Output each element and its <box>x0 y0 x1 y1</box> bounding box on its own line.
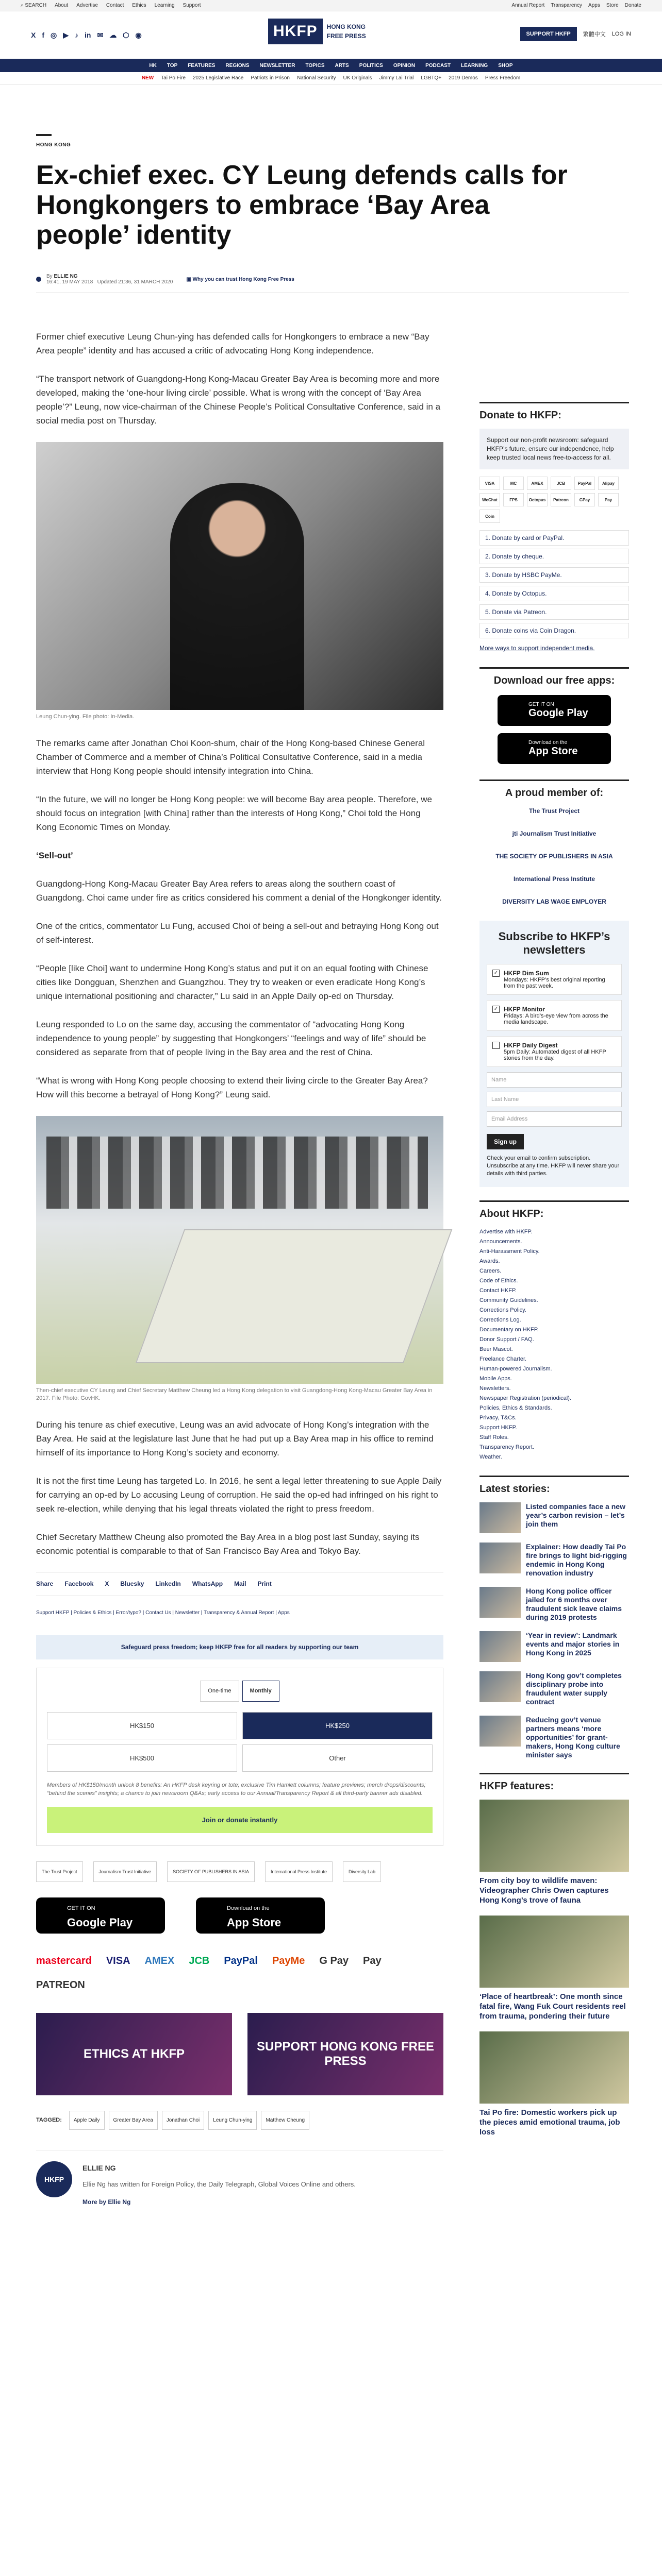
about-link[interactable]: Privacy, T&Cs. <box>479 1415 517 1421</box>
author-box-name[interactable]: ELLIE NG <box>82 2164 116 2172</box>
trending-link[interactable]: LGBTQ+ <box>421 75 442 81</box>
member-logo[interactable]: THE SOCIETY OF PUBLISHERS IN ASIA <box>495 853 613 860</box>
bluesky-icon[interactable]: ☁ <box>109 30 117 39</box>
logo-line-2: FREE PRESS <box>326 32 366 40</box>
join-donate-button[interactable]: Join or donate instantly <box>47 1807 433 1833</box>
latest-story[interactable] <box>479 1716 629 1759</box>
tab-one-time[interactable]: One-time <box>200 1681 239 1702</box>
story-thumbnail <box>479 1502 521 1533</box>
nl-title: HKFP Monitor <box>504 1006 545 1013</box>
amount-other[interactable]: Other <box>242 1744 433 1772</box>
paragraph: “What is wrong with Hong Kong people choosing to extend their living circle to the Greater Bay Area? How will this become a betrayal of Hong Kong?” Leung said. <box>36 1076 428 1099</box>
share-x[interactable]: X <box>105 1580 109 1587</box>
about-link[interactable]: Transparency Report. <box>479 1444 534 1450</box>
app-store-button[interactable] <box>196 1897 325 1934</box>
paragraph: During his tenure as chief executive, Leung was an avid advocate of Hong Kong’s integration with the Bay Area. He said at the legislature last June that he had put up a Bay Area map in his office to remind himself of its importance to Hong Kong’s society and economy. <box>36 1420 434 1458</box>
top-link-contact[interactable]: Contact <box>106 3 124 8</box>
trending-link[interactable]: 2025 Legislative Race <box>192 75 244 81</box>
paragraph: Former chief executive Leung Chun-ying has defended calls for Hongkongers to embrace a new “Bay Area people” identity and has accused a critic of advocating Hong Kong independence. <box>36 332 429 355</box>
latest-story[interactable] <box>479 1502 629 1533</box>
subheading: ‘Sell-out’ <box>36 851 73 860</box>
share-linkedin[interactable]: LinkedIn <box>155 1580 181 1587</box>
donate-option[interactable]: 3. Donate by HSBC PayMe. <box>479 567 629 583</box>
top-link-apps[interactable]: Apps <box>588 3 600 8</box>
amex-icon: AMEX <box>144 1955 175 1967</box>
membership-note: Members of HK$150/month unlock 8 benefits: An HKFP desk keyring or tote; exclusive Tim Hamlett columns; feature previews; merch drops/discounts; “behind the scenes” insights; a chance to join newsroom Q&As; early access to our Annual/Transparency Report & all third-party banner ads disabled. <box>47 1782 426 1797</box>
about-link[interactable]: Human-powered Journalism. <box>479 1366 552 1372</box>
about-heading: About HKFP: <box>479 1200 629 1220</box>
feature-title[interactable]: Tai Po fire: Domestic workers pick up the pieces amid emotional trauma, job loss <box>479 2108 620 2137</box>
trust-label: Why you can trust Hong Kong Free Press <box>192 276 294 282</box>
paypal-icon: PayPal <box>224 1955 258 1967</box>
trust-project-badge[interactable]: The Trust Project <box>36 1861 83 1882</box>
latest-story[interactable] <box>479 1543 629 1578</box>
author-avatar <box>36 277 41 282</box>
paragraph: Leung responded to Lo on the same day, accusing the commentator of “advocating Hong Kong independence to young people” by suggesting that Hongkongers’ “feelings and way of life” should be considered as separate from that of people living in the Bay area and the rest of China. <box>36 1020 426 1057</box>
tag[interactable]: Jonathan Choi <box>162 2111 205 2130</box>
site-header <box>0 11 662 59</box>
gp-big: Google Play <box>528 707 588 719</box>
paragraph: “People [like Choi] want to undermine Hong Kong’s status and put it on an equal footing with Chinese cities like Dongguan, Shenzhen and Guangzhou. They try to weaken or even eradicate Hong Kong’s unique international positioning and character,” Lu said in an Apple Daily op-ed on Thursday. <box>36 963 428 1001</box>
support-hkfp-button[interactable]: SUPPORT HKFP <box>520 27 577 41</box>
about-link[interactable]: Donor Support / FAQ. <box>479 1336 534 1343</box>
member-logo[interactable]: The Trust Project <box>528 807 580 815</box>
photo-caption: Then-chief executive CY Leung and Chief Secretary Matthew Cheung led a Hong Kong delegation to visit Guangdong-Hong Kong-Macau Greater Bay Area in 2017. File Photo: GovHK. <box>36 1387 433 1401</box>
latest-story[interactable] <box>479 1631 629 1662</box>
sidebar <box>479 402 629 2147</box>
search-link[interactable]: ⌕ SEARCH <box>21 3 47 8</box>
donate-option[interactable]: 2. Donate by cheque. <box>479 549 629 564</box>
youtube-icon[interactable]: ▶ <box>63 30 69 39</box>
newsletter-option[interactable] <box>487 964 622 995</box>
article-body <box>36 330 443 2209</box>
tagged-label: TAGGED: <box>36 2117 62 2123</box>
google-play-button[interactable] <box>36 1897 165 1934</box>
app-store-buttons <box>36 1897 443 1934</box>
first-name-field[interactable]: Name <box>487 1072 622 1088</box>
paragraph: Chief Secretary Matthew Cheung also promoted the Bay Area in a blog post last Sunday, saying its economic potential is comparable to that of San Francisco Bay Area and Tokyo Bay. <box>36 1532 420 1556</box>
author-box-avatar: HKFP <box>36 2161 72 2197</box>
newsletter-option[interactable] <box>487 1036 622 1067</box>
share-whatsapp[interactable]: WhatsApp <box>192 1580 223 1587</box>
linkedin-icon[interactable]: in <box>85 30 91 39</box>
latest-story[interactable] <box>479 1671 629 1706</box>
member-logo[interactable]: jti Journalism Trust Initiative <box>512 830 597 837</box>
amount-250[interactable]: HK$250 <box>242 1712 433 1739</box>
publish-date: 16:41, 19 MAY 2018 <box>46 279 93 285</box>
pay-logo: PayPal <box>574 477 595 490</box>
author-bio: Ellie Ng has written for Foreign Policy, the Daily Telegraph, Global Voices Online and others. <box>82 2180 356 2188</box>
latest-heading: Latest stories: <box>479 1476 629 1495</box>
donate-text: Support our non-profit newsroom: safeguard HKFP’s future, ensure our independence, help keep trusted local news free-to-access for all. <box>479 429 629 469</box>
pay-logo: AMEX <box>527 477 548 490</box>
paragraph: Guangdong-Hong Kong-Macau Greater Bay Area refers to areas along the southern coast of Guangdong. Choi came under fire as critics considered his comment a denial of the Hongkonger identity. <box>36 879 442 903</box>
article-title: Ex-chief exec. CY Leung defends calls for Hongkongers to embrace ‘Bay Area people’ identity <box>36 160 568 250</box>
pay-logo: JCB <box>551 477 571 490</box>
about-link[interactable]: Advertise with HKFP. <box>479 1229 533 1235</box>
trending-link[interactable]: Tai Po Fire <box>161 75 186 81</box>
member-badges <box>36 1861 443 1882</box>
story-title[interactable]: Reducing gov’t venue partners means ‘more opportunities’ for grant-makers, Hong Kong culture minister says <box>526 1716 620 1759</box>
photo-caption: Leung Chun-ying. File photo: In-Media. <box>36 714 135 720</box>
ipi-badge[interactable]: International Press Institute <box>265 1861 333 1882</box>
pay-logo: Coin <box>479 510 500 523</box>
feature-story[interactable] <box>479 1800 629 1905</box>
footer-links[interactable]: Support HKFP | Policies & Ethics | Error/typo? | Contact Us | Newsletter | Transparency & Annual Report | Apps <box>36 1610 290 1616</box>
paragraph: The remarks came after Jonathan Choi Koon-shum, chair of the Hong Kong-based Chinese General Chamber of Commerce and a member of China’s Political Consultative Conference, said in a media interview that Hong Kong people should intensify integration into China. <box>36 738 425 776</box>
member-logos <box>479 807 629 905</box>
trending-link[interactable]: 2019 Demos <box>449 75 478 81</box>
donate-option[interactable]: 5. Donate via Patreon. <box>479 604 629 620</box>
nl-title: HKFP Dim Sum <box>504 970 549 977</box>
top-utility-bar <box>0 0 662 11</box>
as-big: App Store <box>227 1916 282 1929</box>
diversity-lab-badge[interactable]: Diversity Lab <box>343 1861 381 1882</box>
nl-title: HKFP Daily Digest <box>504 1042 558 1049</box>
pay-logo: WeChat <box>479 493 500 506</box>
share-facebook[interactable]: Facebook <box>64 1580 94 1587</box>
pay-logo: GPay <box>574 493 595 506</box>
story-title[interactable]: Hong Kong gov’t completes disciplinary probe into fraudulent water supply contract <box>526 1671 622 1706</box>
sidebar-app-store[interactable] <box>498 733 611 764</box>
newsletter-option[interactable] <box>487 1000 622 1031</box>
nav-learning[interactable]: LEARNING <box>460 62 488 69</box>
checkbox-icon[interactable]: ✓ <box>492 970 500 977</box>
gp-small: GET IT ON <box>67 1905 95 1911</box>
about-link[interactable]: Newsletters. <box>479 1385 511 1392</box>
feature-story[interactable] <box>479 2031 629 2137</box>
amount-150[interactable]: HK$150 <box>47 1712 237 1739</box>
byline <box>36 274 629 293</box>
leung-photo <box>36 442 443 710</box>
amount-500[interactable]: HK$500 <box>47 1744 237 1772</box>
about-link[interactable]: Anti-Harassment Policy. <box>479 1248 540 1255</box>
trending-bar <box>0 72 662 84</box>
donate-heading: Donate to HKFP: <box>479 402 629 421</box>
gpay-icon: G Pay <box>319 1955 349 1967</box>
feature-image <box>479 1916 629 1988</box>
patreon-icon: PATREON <box>36 1979 85 1991</box>
paragraph: It is not the first time Leung has targeted Lo. In 2016, he sent a legal letter threatening to sue Apple Daily for carrying an op-ed by Lo accusing Leung of corruption. He said the op-ed had infringed on his right to seek re-election, while denying that his legal threats violated the right to press freedom. <box>36 1476 442 1514</box>
about-link[interactable]: Mobile Apps. <box>479 1376 512 1382</box>
author-box <box>36 2150 443 2209</box>
nl-desc: Mondays: HKFP’s best original reporting from the past week. <box>504 977 605 989</box>
tab-monthly[interactable]: Monthly <box>242 1681 279 1702</box>
features-heading: HKFP features: <box>479 1773 629 1792</box>
delegation-photo <box>36 1116 443 1384</box>
pay-logo: FPS <box>503 493 524 506</box>
safeguard-banner[interactable]: Safeguard press freedom; keep HKFP free for all readers by supporting our team <box>36 1635 443 1659</box>
tag[interactable]: Matthew Cheung <box>261 2111 309 2130</box>
nav-topics[interactable]: TOPICS <box>305 62 325 69</box>
about-link[interactable]: Newspaper Registration (periodical). <box>479 1395 571 1401</box>
instagram-icon[interactable]: ◎ <box>51 30 57 39</box>
about-link[interactable]: Announcements. <box>479 1239 522 1245</box>
top-link-annual-report[interactable]: Annual Report <box>511 3 545 8</box>
updated-date: Updated 21:36, 31 MARCH 2020 <box>97 279 173 285</box>
about-link[interactable]: Awards. <box>479 1258 500 1264</box>
share-print[interactable]: Print <box>257 1580 272 1587</box>
top-link-donate[interactable]: Donate <box>624 3 641 8</box>
nav-features[interactable]: FEATURES <box>188 62 216 69</box>
trust-link[interactable]: ▣ Why you can trust Hong Kong Free Press <box>186 276 294 282</box>
as-big: App Store <box>528 745 578 757</box>
checkbox-icon[interactable]: ✓ <box>492 1006 500 1013</box>
about-link[interactable]: Documentary on HKFP. <box>479 1327 539 1333</box>
member-logo[interactable]: International Press Institute <box>513 875 595 883</box>
trending-link[interactable]: Press Freedom <box>485 75 521 81</box>
paragraph: One of the critics, commentator Lu Fung, accused Choi of being a sell-out and betraying Hong Kong out of self-interest. <box>36 921 439 945</box>
newsletter-box <box>479 921 629 1187</box>
article-kicker[interactable]: HONG KONG <box>36 142 71 148</box>
main-nav <box>0 59 662 72</box>
signup-button[interactable]: Sign up <box>487 1134 524 1149</box>
more-by-author[interactable]: More by Ellie Ng <box>82 2198 131 2206</box>
about-link[interactable]: Staff Roles. <box>479 1434 509 1440</box>
support-promo[interactable]: SUPPORT HONG KONG FREE PRESS <box>247 2013 443 2095</box>
feature-image <box>479 1800 629 1872</box>
last-name-field[interactable]: Last Name <box>487 1092 622 1107</box>
donate-option[interactable]: 1. Donate by card or PayPal. <box>479 530 629 546</box>
member-logo[interactable]: DIVERSITY LAB WAGE EMPLOYER <box>502 898 606 905</box>
visa-icon: VISA <box>106 1955 130 1967</box>
mastodon-icon[interactable]: ⬡ <box>123 30 129 39</box>
trending-link[interactable]: Jimmy Lai Trial <box>379 75 414 81</box>
email-field[interactable]: Email Address <box>487 1111 622 1127</box>
feature-title[interactable]: From city boy to wildlife maven: Videographer Chris Owen captures Hong Kong’s trove of fauna <box>479 1876 609 1905</box>
nav-top[interactable]: TOP <box>167 62 178 69</box>
story-thumbnail <box>479 1671 521 1702</box>
jcb-icon: JCB <box>189 1955 210 1967</box>
story-thumbnail <box>479 1587 521 1618</box>
story-thumbnail <box>479 1631 521 1662</box>
payment-logos <box>36 1954 443 1992</box>
member-heading: A proud member of: <box>479 779 629 799</box>
article-header <box>36 134 629 293</box>
pay-logo: Octopus <box>527 493 548 506</box>
author-link[interactable]: ELLIE NG <box>54 274 78 279</box>
top-link-about[interactable]: About <box>55 3 69 8</box>
newsletter-heading: Subscribe to HKFP’s newsletters <box>498 930 610 956</box>
about-link[interactable]: Support HKFP. <box>479 1425 517 1431</box>
nav-opinion[interactable]: OPINION <box>393 62 416 69</box>
donate-option[interactable]: 6. Donate coins via Coin Dragon. <box>479 623 629 638</box>
x-icon[interactable]: X <box>31 30 36 39</box>
feature-title[interactable]: ‘Place of heartbreak’: One month since fatal fire, Wang Fuk Court residents reel from trauma, pondering their future <box>479 1992 626 2021</box>
by-label: By <box>46 274 53 279</box>
trending-link[interactable]: National Security <box>296 75 336 81</box>
share-label: Share <box>36 1580 54 1587</box>
paragraph: “The transport network of Guangdong-Hong Kong-Macau Greater Bay Area is becoming more and more developed, making the ‘one-hour living circle’ possible. What is wrong with the concept of ‘Bay Area people’?” Leung, now vice-chairman of the Chinese People’s Political Consultative Conference, said in a social media post on Thursday. <box>36 374 441 426</box>
top-link-store[interactable]: Store <box>606 3 619 8</box>
story-thumbnail <box>479 1716 521 1747</box>
about-link[interactable]: Beer Mascot. <box>479 1346 513 1352</box>
nav-regions[interactable]: REGIONS <box>225 62 250 69</box>
as-small: Download on the <box>227 1905 270 1911</box>
top-link-support[interactable]: Support <box>183 3 201 8</box>
tag[interactable]: Leung Chun-ying <box>208 2111 257 2130</box>
pay-logo: Alipay <box>598 477 619 490</box>
gp-small: GET IT ON <box>528 702 554 707</box>
about-link[interactable]: Corrections Log. <box>479 1317 521 1323</box>
share-bluesky[interactable]: Bluesky <box>120 1580 144 1587</box>
payme-icon: PayMe <box>272 1955 305 1967</box>
ethics-promo[interactable]: ETHICS AT HKFP <box>36 2013 232 2095</box>
about-link[interactable]: Corrections Policy. <box>479 1307 526 1313</box>
about-link[interactable]: Community Guidelines. <box>479 1297 538 1303</box>
pay-logo: Pay <box>598 493 619 506</box>
about-link[interactable]: Policies, Ethics & Standards. <box>479 1405 552 1411</box>
apps-heading: Download our free apps: <box>479 667 629 687</box>
new-label: NEW <box>141 75 154 81</box>
nl-desc: 5pm Daily: Automated digest of all HKFP stories from the day. <box>504 1049 606 1061</box>
nl-desc: Fridays: A bird’s-eye view from across the media landscape. <box>504 1013 608 1025</box>
as-small: Download on the <box>528 740 568 745</box>
search-label: SEARCH <box>25 3 47 8</box>
top-link-ethics[interactable]: Ethics <box>132 3 146 8</box>
newsletter-note: Check your email to confirm subscription. Unsubscribe at any time. HKFP will never share your details with third parties. <box>487 1155 620 1177</box>
sopa-badge[interactable]: SOCIETY OF PUBLISHERS IN ASIA <box>167 1861 255 1882</box>
trending-link[interactable]: Patriots in Prison <box>251 75 290 81</box>
tiktok-icon[interactable]: ♪ <box>75 30 79 39</box>
nav-podcast[interactable]: PODCAST <box>425 62 451 69</box>
promo-banners <box>36 2013 443 2095</box>
tag[interactable]: Apple Daily <box>69 2111 105 2130</box>
mastercard-icon: mastercard <box>36 1955 92 1967</box>
feature-image <box>479 2031 629 2104</box>
story-thumbnail <box>479 1543 521 1573</box>
top-link-advertise[interactable]: Advertise <box>76 3 98 8</box>
story-title[interactable]: ‘Year in review’: Landmark events and major stories in Hong Kong in 2025 <box>526 1631 620 1657</box>
sidebar-google-play[interactable] <box>498 695 611 726</box>
about-link[interactable]: Freelance Charter. <box>479 1356 527 1362</box>
more-ways-link[interactable]: More ways to support independent media. <box>479 645 595 652</box>
donate-option[interactable]: 4. Donate by Octopus. <box>479 586 629 601</box>
applepay-icon: Pay <box>363 1955 382 1967</box>
logo-line-1: HONG KONG <box>326 23 366 30</box>
logo-mark: HKFP <box>268 19 323 44</box>
pay-logo: VISA <box>479 477 500 490</box>
share-bar <box>36 1572 443 1596</box>
story-title[interactable]: Listed companies face a new year’s carbon revision – let’s join them <box>526 1502 625 1528</box>
language-switch[interactable]: 繁體中文 <box>583 31 606 38</box>
login-link[interactable]: LOG IN <box>611 31 631 37</box>
donation-widget <box>36 1668 443 1846</box>
top-link-learning[interactable]: Learning <box>154 3 175 8</box>
story-title[interactable]: Hong Kong police officer jailed for 6 months over fraudulent sick leave claims during 2019 protests <box>526 1587 622 1621</box>
latest-story[interactable] <box>479 1587 629 1622</box>
trending-link[interactable]: UK Originals <box>343 75 372 81</box>
threads-icon[interactable]: ◉ <box>135 30 142 39</box>
about-link[interactable]: Contact HKFP. <box>479 1287 517 1294</box>
nav-newsletter[interactable]: NEWSLETTER <box>259 62 295 69</box>
top-link-transparency[interactable]: Transparency <box>551 3 583 8</box>
pay-logo: MC <box>503 477 524 490</box>
facebook-icon[interactable]: f <box>42 30 45 39</box>
checkbox-icon[interactable] <box>492 1042 500 1049</box>
jti-badge[interactable]: Journalism Trust Initiative <box>93 1861 157 1882</box>
site-logo[interactable] <box>268 19 366 44</box>
feature-story[interactable] <box>479 1916 629 2021</box>
nav-hk[interactable]: HK <box>149 62 157 69</box>
about-link[interactable]: Weather. <box>479 1454 502 1460</box>
about-link[interactable]: Code of Ethics. <box>479 1278 518 1284</box>
sidebar-payment-logos <box>479 477 629 523</box>
share-mail[interactable]: Mail <box>234 1580 246 1587</box>
story-title[interactable]: Explainer: How deadly Tai Po fire brings to light bid-rigging endemic in Hong Kong renovation industry <box>526 1543 627 1577</box>
tag[interactable]: Greater Bay Area <box>109 2111 158 2130</box>
about-link[interactable]: Careers. <box>479 1268 502 1274</box>
telegram-icon[interactable]: ✉ <box>97 30 104 39</box>
kicker-rule <box>36 134 52 136</box>
nav-shop[interactable]: SHOP <box>498 62 513 69</box>
social-icons <box>31 31 142 40</box>
tag-list <box>36 2111 443 2130</box>
paragraph: “In the future, we will no longer be Hong Kong people: we will become Bay area people. Therefore, we should focus on integration [with China] rather than the interests of Hong Kong,” Choi told the Hong Kong Economic Times on Monday. <box>36 794 432 832</box>
nav-arts[interactable]: ARTS <box>335 62 349 69</box>
pay-logo: Patreon <box>551 493 571 506</box>
gp-big: Google Play <box>67 1916 133 1929</box>
nav-politics[interactable]: POLITICS <box>359 62 383 69</box>
about-list <box>479 1227 629 1462</box>
